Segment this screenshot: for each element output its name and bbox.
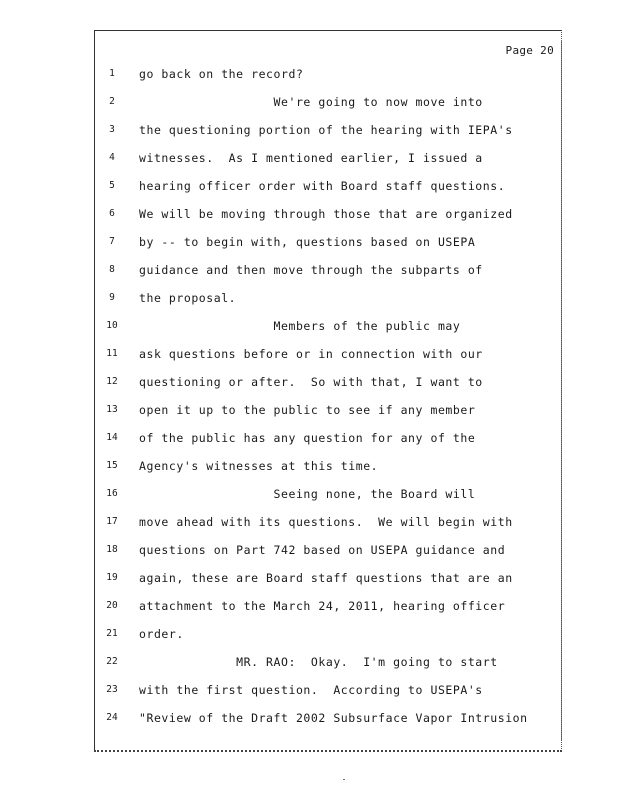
- transcript-line: [0, 512, 618, 532]
- line-text: with the first question. According to USEPA's: [139, 683, 483, 697]
- footer-mark: [343, 779, 345, 780]
- line-number: 20: [106, 600, 118, 611]
- transcript-line: [0, 260, 618, 280]
- line-number: 8: [109, 264, 115, 275]
- line-text: ask questions before or in connection with our: [139, 347, 483, 361]
- transcript-line: [0, 652, 618, 672]
- page-number: Page 20: [505, 44, 554, 57]
- line-text: order.: [139, 627, 184, 641]
- line-text: again, these are Board staff questions that are an: [139, 571, 513, 585]
- line-text: questioning or after. So with that, I want to: [139, 375, 483, 389]
- line-number: 12: [106, 376, 118, 387]
- line-number: 9: [109, 292, 115, 303]
- line-number: 11: [106, 348, 118, 359]
- line-number: 14: [106, 432, 118, 443]
- line-text: open it up to the public to see if any member: [139, 403, 476, 417]
- transcript-line: [0, 540, 618, 560]
- transcript-line: [0, 680, 618, 700]
- line-number: 16: [106, 488, 118, 499]
- line-number: 13: [106, 404, 118, 415]
- transcript-line: [0, 148, 618, 168]
- line-text: We're going to now move into: [139, 95, 483, 109]
- line-text: attachment to the March 24, 2011, hearing officer: [139, 599, 506, 613]
- line-text: Members of the public may: [139, 319, 461, 333]
- transcript-line: [0, 288, 618, 308]
- transcript-line: [0, 120, 618, 140]
- line-text: "Review of the Draft 2002 Subsurface Vapor Intrusion: [139, 711, 528, 725]
- line-text: We will be moving through those that are organized: [139, 207, 513, 221]
- line-text: the questioning portion of the hearing with IEPA's: [139, 123, 513, 137]
- line-number: 19: [106, 572, 118, 583]
- transcript-line: [0, 64, 618, 84]
- line-text: witnesses. As I mentioned earlier, I issued a: [139, 151, 483, 165]
- transcript-line: [0, 624, 618, 644]
- transcript-line: [0, 428, 618, 448]
- transcript-line: [0, 92, 618, 112]
- line-text: Seeing none, the Board will: [139, 487, 476, 501]
- line-number: 24: [106, 712, 118, 723]
- line-number: 21: [106, 628, 118, 639]
- line-text: MR. RAO: Okay. I'm going to start: [139, 655, 498, 669]
- transcript-line: [0, 568, 618, 588]
- transcript-line: [0, 316, 618, 336]
- line-number: 3: [109, 124, 115, 135]
- transcript-line: [0, 596, 618, 616]
- line-number: 22: [106, 656, 118, 667]
- line-number: 6: [109, 208, 115, 219]
- transcript-line: [0, 484, 618, 504]
- line-number: 18: [106, 544, 118, 555]
- line-number: 2: [109, 96, 115, 107]
- transcript-line: [0, 344, 618, 364]
- line-text: move ahead with its questions. We will begin with: [139, 515, 513, 529]
- transcript-line: [0, 176, 618, 196]
- line-text: hearing officer order with Board staff questions.: [139, 179, 506, 193]
- line-number: 15: [106, 460, 118, 471]
- line-number: 5: [109, 180, 115, 191]
- page-bottom-rule: [94, 750, 562, 752]
- line-text: questions on Part 742 based on USEPA guidance and: [139, 543, 506, 557]
- transcript-line: [0, 204, 618, 224]
- transcript-line: [0, 400, 618, 420]
- line-number: 23: [106, 684, 118, 695]
- transcript-line: [0, 232, 618, 252]
- line-number: 1: [109, 68, 115, 79]
- line-number: 10: [106, 320, 118, 331]
- transcript-line: [0, 372, 618, 392]
- transcript-line: [0, 456, 618, 476]
- line-text: by -- to begin with, questions based on USEPA: [139, 235, 476, 249]
- line-text: the proposal.: [139, 291, 237, 305]
- transcript-line: [0, 708, 618, 728]
- line-number: 7: [109, 236, 115, 247]
- line-text: Agency's witnesses at this time.: [139, 459, 379, 473]
- line-text: guidance and then move through the subparts of: [139, 263, 483, 277]
- line-text: go back on the record?: [139, 67, 304, 81]
- line-text: of the public has any question for any of the: [139, 431, 476, 445]
- line-number: 4: [109, 152, 115, 163]
- line-number: 17: [106, 516, 118, 527]
